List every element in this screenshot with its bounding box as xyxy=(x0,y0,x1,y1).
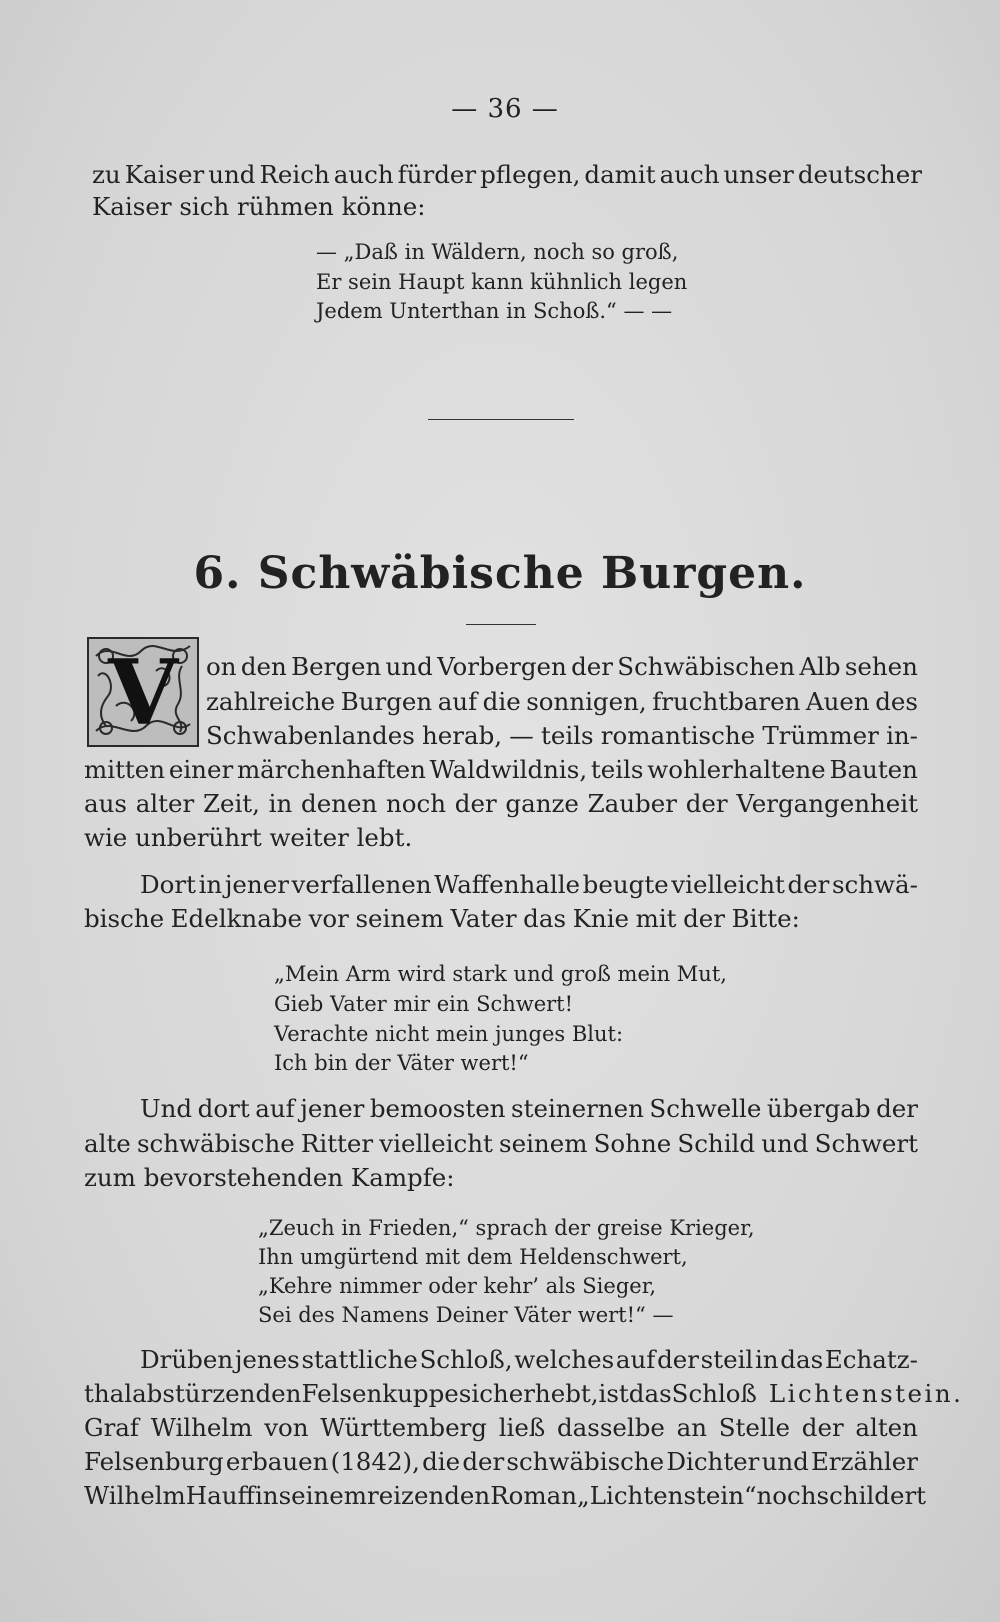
word: jenes xyxy=(234,1345,300,1374)
verse-line: Verachte nicht mein junges Blut: xyxy=(274,1022,624,1046)
word: — xyxy=(509,721,534,750)
section-divider xyxy=(428,419,574,420)
word: alter xyxy=(135,789,195,818)
verse-line: „Zeuch in Frieden,“ sprach der greise Krieger, xyxy=(258,1216,755,1240)
text-line: Kaiser sich rühmen könne: xyxy=(92,192,426,221)
text-line xyxy=(84,1377,964,1411)
word: alte xyxy=(84,1129,131,1158)
word: damit xyxy=(584,160,656,189)
word: denen xyxy=(301,789,378,818)
chapter-title: 6. Schwäbische Burgen. xyxy=(193,548,807,599)
text-segment xyxy=(84,1377,757,1411)
word: der xyxy=(685,789,728,818)
word: vor xyxy=(308,904,349,933)
spaced-name: Lichtenstein. xyxy=(768,1379,964,1408)
word: ganze xyxy=(505,789,579,818)
word: Felsenburg xyxy=(84,1447,224,1476)
word: fürder xyxy=(397,160,477,189)
word: der xyxy=(462,1447,505,1476)
word: übergab xyxy=(766,1094,871,1123)
word: dort xyxy=(197,1094,250,1123)
word: Vorbergen xyxy=(437,652,567,681)
word: schwäbische xyxy=(506,1447,665,1476)
text-line xyxy=(84,1127,918,1161)
word: und xyxy=(761,1447,809,1476)
word: „Lichtenstein“ xyxy=(577,1481,757,1510)
word: Schwabenlandes xyxy=(206,721,415,750)
word: in xyxy=(254,1481,279,1510)
word: seinem xyxy=(355,904,444,933)
word: auf xyxy=(437,687,478,716)
word: verfallenen xyxy=(291,870,432,899)
word: Vergangenheit xyxy=(736,789,918,818)
word: vielleicht xyxy=(379,1129,493,1158)
word: steil xyxy=(700,1345,754,1374)
word: jener xyxy=(224,870,289,899)
word: der xyxy=(571,652,614,681)
word: sich xyxy=(458,1379,509,1408)
word: in xyxy=(198,870,223,899)
word: erbauen xyxy=(225,1447,329,1476)
word: deutscher xyxy=(797,160,922,189)
verse-line: „Mein Arm wird stark und groß mein Mut, xyxy=(274,962,727,986)
text-line xyxy=(92,158,922,192)
verse-line: Sei des Namens Deiner Väter wert!“ — xyxy=(258,1303,674,1327)
word: Schloß xyxy=(671,1379,757,1408)
word: pflegen, xyxy=(480,160,581,189)
word: schildert xyxy=(816,1481,927,1510)
word: unser xyxy=(723,160,794,189)
word: Bauten xyxy=(829,755,918,784)
word: auch xyxy=(333,160,394,189)
text-line xyxy=(206,719,918,753)
word: Waldwildnis, xyxy=(429,755,588,784)
word: Schwäbischen xyxy=(617,652,796,681)
word: Echatz- xyxy=(824,1345,918,1374)
word: und xyxy=(761,1129,809,1158)
word: alten xyxy=(855,1413,918,1442)
word: Schild xyxy=(677,1129,756,1158)
word: thal xyxy=(84,1379,133,1408)
word: (1842), xyxy=(330,1447,420,1476)
word: Knie xyxy=(572,904,630,933)
word: Bitte: xyxy=(731,904,800,933)
word: Wilhelm xyxy=(84,1481,186,1510)
word: Graf xyxy=(84,1413,139,1442)
word: steinernen xyxy=(511,1094,644,1123)
word: Und xyxy=(140,1094,193,1123)
text-line: wie unberührt weiter lebt. xyxy=(84,823,413,852)
word: Schwelle xyxy=(649,1094,762,1123)
word: Roman xyxy=(490,1481,578,1510)
word: Stelle xyxy=(718,1413,791,1442)
word: die xyxy=(422,1447,461,1476)
word: noch xyxy=(386,789,447,818)
ornamental-initial xyxy=(86,636,200,748)
word: Ritter xyxy=(300,1129,374,1158)
word: wohlerhaltene xyxy=(647,755,826,784)
word: vielleicht xyxy=(671,870,785,899)
dropcap-letter: V xyxy=(108,640,178,746)
word: zahlreiche xyxy=(206,687,336,716)
word: teils xyxy=(541,721,594,750)
word: Dichter xyxy=(666,1447,760,1476)
word: der xyxy=(454,789,497,818)
word: mit xyxy=(635,904,677,933)
word: dasselbe xyxy=(556,1413,665,1442)
verse-line: Gieb Vater mir ein Schwert! xyxy=(274,992,574,1016)
verse-line: Er sein Haupt kann kühnlich legen xyxy=(316,270,688,294)
word: einer xyxy=(168,755,234,784)
verse-line: Ihn umgürtend mit dem Heldenschwert, xyxy=(258,1245,688,1269)
word: bische xyxy=(84,904,165,933)
word: jener xyxy=(300,1094,365,1123)
word: Wilhelm xyxy=(150,1413,253,1442)
verse-line: Jedem Unterthan in Schoß.“ — — xyxy=(316,299,673,323)
word: seinem xyxy=(499,1129,588,1158)
word: und xyxy=(208,160,256,189)
word: das xyxy=(780,1345,824,1374)
word: beugte xyxy=(582,870,669,899)
word: der xyxy=(787,870,830,899)
word: auch xyxy=(659,160,720,189)
word: der xyxy=(683,904,726,933)
word: Drüben xyxy=(140,1345,234,1374)
word: aus xyxy=(84,789,127,818)
word: die xyxy=(482,687,521,716)
word: Schwert xyxy=(814,1129,918,1158)
word: in xyxy=(268,789,293,818)
text-line xyxy=(206,685,918,719)
verse-line: — „Daß in Wäldern, noch so groß, xyxy=(316,240,679,264)
text-line xyxy=(84,753,918,787)
text-line xyxy=(84,1411,918,1445)
text-line xyxy=(84,1479,927,1513)
word: und xyxy=(385,652,433,681)
text-line xyxy=(84,1445,918,1479)
word: stattliche xyxy=(301,1345,418,1374)
word: reizenden xyxy=(367,1481,491,1510)
text-line xyxy=(140,1343,918,1377)
word: Alb xyxy=(799,652,841,681)
word: Vater xyxy=(450,904,517,933)
word: der xyxy=(876,1094,918,1123)
word: seinem xyxy=(278,1481,367,1510)
word: abstürzenden xyxy=(132,1379,302,1408)
text-line xyxy=(140,868,918,902)
word: Auen xyxy=(805,687,870,716)
word: das xyxy=(523,904,567,933)
word: sonnigen, xyxy=(526,687,647,716)
word: von xyxy=(264,1413,309,1442)
word: ist xyxy=(598,1379,629,1408)
word: schwä- xyxy=(831,870,918,899)
word: den xyxy=(240,652,287,681)
word: bemoosten xyxy=(369,1094,506,1123)
word: Kaiser xyxy=(124,160,205,189)
word: auf xyxy=(255,1094,295,1123)
word: herab, xyxy=(422,721,503,750)
word: der xyxy=(801,1413,844,1442)
text-line xyxy=(84,787,918,821)
word: märchenhaften xyxy=(236,755,426,784)
word: Trümmer xyxy=(762,721,879,750)
word: erhebt, xyxy=(508,1379,599,1408)
word: zu xyxy=(92,160,121,189)
word: Zauber xyxy=(587,789,677,818)
word: Hauff xyxy=(185,1481,255,1510)
word: der xyxy=(657,1345,699,1374)
word: Bergen xyxy=(291,652,382,681)
word: des xyxy=(875,687,918,716)
title-divider xyxy=(466,624,536,625)
word: Waffenhalle xyxy=(434,870,581,899)
word: Dort xyxy=(140,870,196,899)
verse-line: „Kehre nimmer oder kehr’ als Sieger, xyxy=(258,1274,657,1298)
page-number: — 36 — xyxy=(451,94,559,124)
text-line xyxy=(140,1092,918,1126)
word: Sohne xyxy=(593,1129,672,1158)
word: Zeit, xyxy=(202,789,260,818)
word: ließ xyxy=(498,1413,546,1442)
word: Reich xyxy=(259,160,330,189)
word: Felsenkuppe xyxy=(301,1379,459,1408)
word: teils xyxy=(590,755,644,784)
word: sehen xyxy=(844,652,918,681)
word: on xyxy=(206,652,237,681)
word: fruchtbaren xyxy=(652,687,801,716)
word: Erzähler xyxy=(811,1447,918,1476)
word: noch xyxy=(756,1481,817,1510)
word: in- xyxy=(886,721,918,750)
word: auf xyxy=(615,1345,656,1374)
text-line: zum bevorstehenden Kampfe: xyxy=(84,1163,455,1192)
word: welches xyxy=(514,1345,615,1374)
word: Schloß, xyxy=(419,1345,513,1374)
word: Burgen xyxy=(340,687,433,716)
word: mitten xyxy=(84,755,166,784)
word: das xyxy=(628,1379,672,1408)
word: Württemberg xyxy=(320,1413,487,1442)
verse-line: Ich bin der Väter wert!“ xyxy=(274,1051,529,1075)
text-line xyxy=(206,650,918,684)
word: an xyxy=(676,1413,708,1442)
word: schwäbische xyxy=(136,1129,295,1158)
word: romantische xyxy=(600,721,756,750)
word: Edelknabe xyxy=(170,904,302,933)
word: in xyxy=(754,1345,779,1374)
text-line xyxy=(84,902,800,936)
